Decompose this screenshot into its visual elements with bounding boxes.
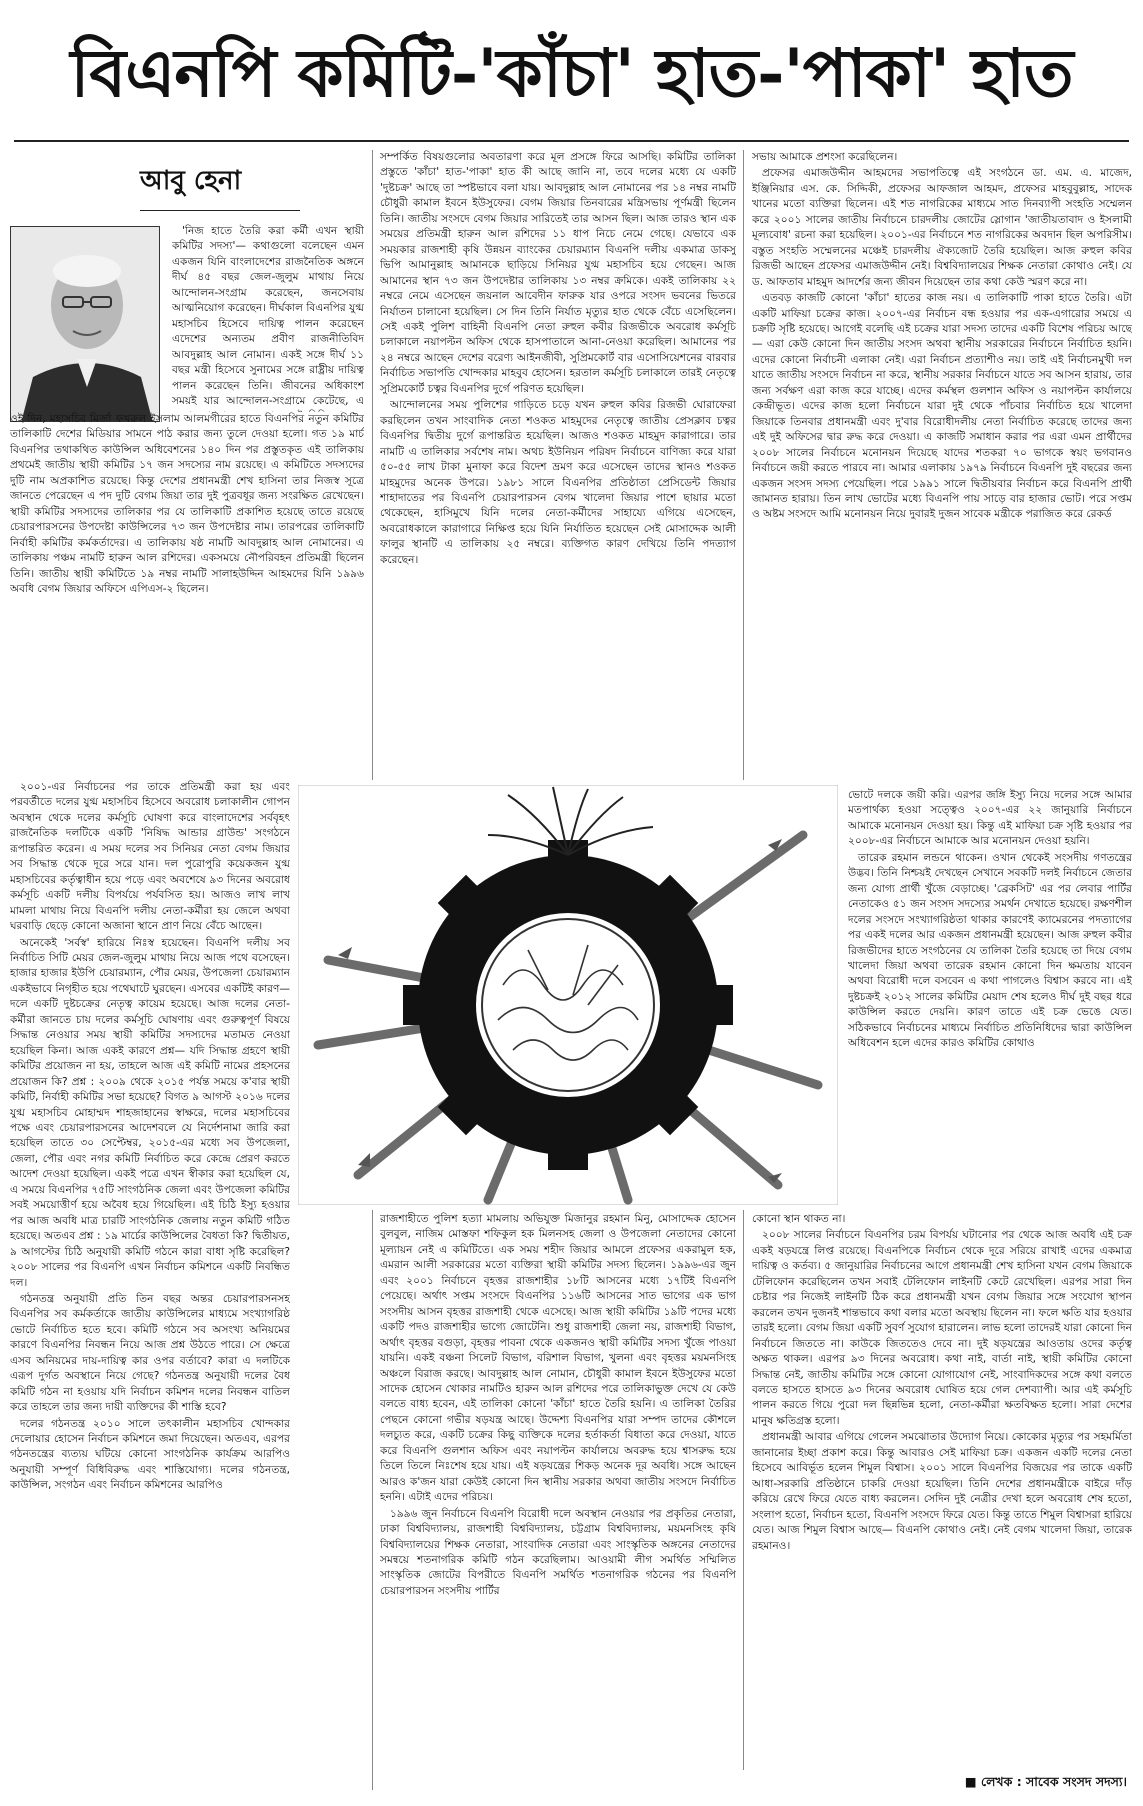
column-divider <box>743 1210 744 1770</box>
paragraph: ওই দিন, মহাসচিব মির্জা ফখরুল ইসলাম আলমগীরের হাতে বিএনপির নতুন কমিটির তালিকাটি দেশের মিডিয়ার সামনে পাঠ করার জন্য তুলে দেওয়া হলো। গত ১৯ মার্চ বিএনপির তথাকথিত কাউন্সিল অধিবেশনের ১৪০ দিন পর প্রস্তুতকৃত এই তালিকায় প্রথমেই জাতীয় স্থায়ী কমিটির ১৭ জন সদস্যের নাম রয়েছে। এ কমিটিতে সদস্যদের দুটি নাম অপ্রকাশিত রয়েছে। কিন্তু দেশের প্রধানমন্ত্রী শেখ হাসিনা তার নিজস্ব সূত্রে জানতে পেরেছেন এ পদ দুটি বেগম জিয়া তার দুই পুত্রবধূর জন্য সংরক্ষিত রেখেছেন। স্থায়ী কমিটির সদস্যদের তালিকার পর যে তালিকাটি প্রকাশিত হয়েছে তাতে রয়েছে চেয়ারপারসনের উপদেষ্টা কাউন্সিলের ৭৩ জন উপদেষ্টার নাম। তারপরের তালিকাটি নির্বাহী কমিটির কর্মকর্তাদের। এ তালিকায় ষষ্ঠ নামটি আবদুল্লাহ আল নোমানের। এ তালিকায় পঞ্চম নামটি হারুন আল রশিদের। একসময়ে নৌপরিবহন প্রতিমন্ত্রী ছিলেন তিনি। জাতীয় স্থায়ী কমিটিতে ১৯ নম্বর নামটি সালাহউদ্দিন আহমদের যিনি ১৯৯৬ অবধি বেগম জিয়ার অফিসে এপিএস-২ ছিলেন। <box>10 413 364 595</box>
column-2-bottom <box>380 1212 736 1792</box>
column-1-top <box>172 224 364 412</box>
author-photo <box>10 226 160 422</box>
paragraph: দলের গঠনতন্ত্র ২০১০ সালে তৎকালীন মহাসচিব খোন্দকার দেলোয়ার হোসেন নির্বাচন কমিশনে জমা দিয়েছেন। অতএব, এরপর গঠনতন্ত্রের ব্যত্যয় ঘটিয়ে কোনো সাংগঠনিক কার্যক্রম আরপিও অনুযায়ী সম্পূর্ণ বিধিবিরুদ্ধ এবং শাস্তিযোগ্য। দলের গঠনতন্ত্র, কাউন্সিল, সংগঠন এবং নির্বাচন কমিশনের আরপিও <box>10 1417 290 1492</box>
author-note: ■ লেখক : সাবেক সংসদ সদস্য। <box>964 1774 1127 1789</box>
paragraph: ২০০৮ সালের নির্বাচনে বিএনপির চরম বিপর্যয় ঘটানোর পর থেকে আজ অবধি এই চক্র একই ষড়যন্ত্রে লিপ্ত রয়েছে। বিএনপিকে নির্বাচন থেকে দূরে সরিয়ে রাখাই এদের একমাত্র দায়িত্ব ও কর্তব্য। ৫ জানুয়ারির নির্বাচনের আগে প্রধানমন্ত্রী শেখ হাসিনা যখন বেগম জিয়াকে টেলিফোন করেছিলেন তখন সবাই টেলিফোন লাইনটি কেটে রেখেছিল। এরপর সারা দিন চেষ্টার পর নিজেই লাইনটি ঠিক করে প্রধানমন্ত্রী যখন বেগম জিয়ার সঙ্গে সংযোগ স্থাপন করলেন তখন দুজনই শান্তভাবে কথা বলার মতো অবস্থায় ছিলেন না। ফলে ক্ষতি যার হওয়ার তারই হলো। বেগম জিয়া একটি সুবর্ণ সুযোগ হারালেন। লাভ হলো তাদেরই যারা কোনো দিন নির্বাচনে জিততে না। কাউকে জিততেও দেবে না। দুই ষড়যন্ত্রের আওতায় ওদের কর্তৃত্ব অক্ষত থাকল। এরপর ৯৩ দিনের অবরোধ। কথা নাই, বার্তা নাই, স্থায়ী কমিটির কোনো সিদ্ধান্ত নেই, জাতীয় কমিটির সঙ্গে কোনো যোগাযোগ নেই, সাংবাদিকদের সঙ্গে কথা বলতে বলতে হাসতে হাসতে ৯৩ দিনের অবরোধ ঘোষিত হয়ে গেল দেশব্যাপী। আর এই কর্মসূচি পালন করতে গিয়ে পুরো দল ছিন্নভিন্ন হলো, নেতা-কর্মীরা ক্ষতবিক্ষত হলো। সারা দেশের মানুষ ক্ষতিগ্রস্ত হলো। <box>752 1229 1132 1427</box>
paragraph: কোনো স্থান থাকত না। <box>752 1213 846 1225</box>
column-3-bottom <box>752 1212 1132 1767</box>
column-divider <box>372 150 373 780</box>
paragraph: তারেক রহমান লন্ডনে থাকেন। ওখান থেকেই সংসদীয় গণতন্ত্রের উদ্ভব। তিনি নিশ্চয়ই দেখছেন সেখানে সবকটি দলই নির্বাচনে জেতার জন্য যোগ্য প্রার্থী খুঁজে বেড়াচ্ছে। 'ব্রেকসিট' এর পর লেবার পার্টির নেতাকেও ৫১ জন সংসদ সদস্যের সমর্থন দেখাতে হয়েছে। রক্ষণশীল দলের সংসদে সংখ্যাগরিষ্ঠতা থাকার কারণেই ক্যামেরনের পদত্যাগের পর একই দলের আর একজন প্রধানমন্ত্রী হয়েছেন। আজ রুহুল কবীর রিজভীদের হাতে সংগঠনের যে তালিকা তৈরি হয়েছে তা দিয়ে বেগম খালেদা জিয়া অথবা তারেক রহমান কোনো দিন ক্ষমতায় যাবেন অথবা বিরোধী দলে বসবেন এ কথা পাগলেও বিশ্বাস করবে না। এই দুষ্টচক্রই ২০১২ সালের কমিটির মেয়াদ শেষ হলেও দীর্ঘ দুই বছর ধরে কাউন্সিল করতে দেয়নি। কারণ তাতে এই চক্র ভেঙে যেত। সঠিকভাবে নির্বাচনের মাধ্যমে নির্বাচিত প্রতিনিধিদের দ্বারা কাউন্সিল অধিবেশন হলে এদের কারও কমিটির কোথাও <box>848 851 1132 1050</box>
paragraph: সভায় আমাকে প্রশংসা করেছিলেন। <box>752 151 898 163</box>
headline: বিএনপি কমিটি-'কাঁচা' হাত-'পাকা' হাত <box>70 34 1073 112</box>
paragraph: সম্পর্কিত বিষয়গুলোর অবতারণা করে মূল প্রসঙ্গে ফিরে আসছি। কমিটির তালিকা প্রস্তুতে 'কাঁচা' হাত-'পাকা' হাত কী আছে জানি না, তবে দলের মধ্যে যে একটি 'দুষ্টচক্র' আছে তা স্পষ্টভাবে বলা যায়। আবদুল্লাহ আল নোমানের পর ১৪ নম্বর নামটি চৌধুরী কামাল ইবনে ইউসুফের। বেগম জিয়ার তিনবারের মন্ত্রিসভায় পূর্ণমন্ত্রী ছিলেন তিনি। জাতীয় সংসদে বেগম জিয়ার সারিতেই তার আসন ছিল। আজ তারও স্থান এক সময়ের প্রতিমন্ত্রী হারুন আল রশিদের ১১ ধাপ নিচে নেমে গেছে। যেভাবে এক সময়কার রাজশাহী কৃষি উন্নয়ন ব্যাংকের চেয়ারম্যান বিএনপি দলীয় একমাত্র ডাকসু ভিপি আমানুল্লাহ আমানকে ছাড়িয়ে সিনিয়র যুগ্ম মহাসচিব হয়ে গেছেন। আজ আমানের স্থান ৭৩ জন উপদেষ্টার তালিকায় ১৩ নম্বর ক্রমিকে। একই তালিকায় ২২ নম্বরে নেমে এসেছেন জয়নাল আবেদীন ফারুক যার ওপরে সংসদ ভবনের ভিতরে নির্যাতন চালানো হয়েছিল। সে দিন তিনি নির্যাত মৃত্যুর হাত থেকে বেঁচে এসেছিলেন। সেই একই পুলিশ বাহিনী বিএনপি নেতা রুহুল কবীর রিজভীকে অবরোধ কর্মসূচি চলাকালে নয়াপল্টন অফিস থেকে হাসপাতালে আনা-নেওয়া করেছিল। আমানের পর ২৪ নম্বরে আছেন দেশের বরেণ্য আইনজীবী, সুপ্রিমকোর্ট বার এসোসিয়েশনের বারবার নির্বাচিত সভাপতি খোন্দকার মাহবুব হোসেন। হরতাল কর্মসূচি চলাকালে তারই নেতৃত্বে সুপ্রিমকোর্ট চত্বর বিএনপির দুর্গে পরিণত হয়েছিল। <box>380 151 736 395</box>
column-divider <box>743 150 744 780</box>
paragraph: রাজশাহীতে পুলিশ হত্যা মামলায় অভিযুক্ত মিজানুর রহমান মিনু, মোসাদ্দেক হোসেন বুলবুল, নাজিম মোস্তফা শফিকুল হক মিলনসহ জেলা ও উপজেলা নেতাদের কোনো মূল্যায়ন নেই এ কমিটিতে। এক সময় শহীদ জিয়ার আমলে প্রফেসর একরামুল হক, এমরান আলী সরকারের মতো ব্যক্তিরা স্থায়ী কমিটির সদস্য ছিলেন। ১৯৯৬-এর জুন এবং ২০০১ নির্বাচনে বৃহত্তর রাজশাহীর ১৮টি আসনের মধ্যে ১৭টিই বিএনপি পেয়েছে। অর্থাৎ সপ্তম সংসদে বিএনপির ১১৬টি আসনের সাত ভাগের এক ভাগ সংসদীয় আসন বৃহত্তর রাজশাহী থেকে এসেছে। আজ স্থায়ী কমিটির ১৯টি পদের মধ্যে একটি পদও রাজশাহীর ভাগ্যে জোটেনি। শুধু রাজশাহী জেলা নয়, রাজশাহী বিভাগ, অর্থাৎ বৃহত্তর বগুড়া, বৃহত্তর পাবনা থেকে একজনও স্থায়ী কমিটির সদস্য খুঁজে পাওয়া যায়নি। একই বঞ্চনা সিলেট বিভাগ, বরিশাল বিভাগ, খুলনা এবং বৃহত্তর ময়মনসিংহ অঞ্চলে বিরাজ করছে। আবদুল্লাহ আল নোমান, চৌধুরী কামাল ইবনে ইউসুফের মতো সাদেক হোসেন খোকার নামটিও হারুন আল রশিদের পরে তালিকাভুক্ত দেখে যে কেউ বলতে বাধ্য হবেন, এই তালিকা কোনো 'কাঁচা' হাতে তৈরি হয়নি। এ তালিকা তৈরির পেছনে কোনো গভীর ষড়যন্ত্র আছে। উদ্দেশ্য বিএনপির যারা সম্পদ তাদের কৌশলে দলচ্যুত করে, একটি চক্রের কিছু ব্যক্তিকে দলের হর্তাকর্তা বিধাতা করে দেওয়া, যাতে করে বিএনপি গুলশান অফিস এবং নয়াপল্টন কার্যালয়ে অবরুদ্ধ হয়ে শ্বাসরুদ্ধ হয়ে তিলে তিলে নিঃশেষ হয়ে যায়। এই ষড়যন্ত্রের শিকড় অনেক দূর অবধি। সঙ্গে আছেন আরও ক'জন যারা কেউই কোনো দিন স্থানীয় সরকার অথবা জাতীয় সংসদে নির্বাচিত হননি। এটাই এদের পরিচয়। <box>380 1213 736 1504</box>
paragraph: ভোটে দলকে জয়ী করি। এরপর জঙ্গি ইস্যু নিয়ে দলের সঙ্গে আমার মতপার্থক্য হওয়া সত্ত্বেও ২০০৭-এর ২২ জানুয়ারি নির্বাচনে আমাকে মনোনয়ন দেওয়া হয়। কিন্তু এই মাফিয়া চক্র সৃষ্টি হওয়ার পর ২০০৮-এর নির্বাচনে আমাকে আর মনোনয়ন দেওয়া হয়নি। <box>848 789 1132 848</box>
author-portrait-icon <box>11 227 160 422</box>
illustration <box>298 785 838 1205</box>
paragraph: ২০০১-এর নির্বাচনের পর তাকে প্রতিমন্ত্রী করা হয় এবং পরবর্তীতে দলের যুগ্ম মহাসচিব হিসেবে অবরোধ চলাকালীন গোপন অবস্থান থেকে দলের কর্মসূচি ঘোষণা করে বাংলাদেশের সর্ববৃহৎ রাজনৈতিক দলটিকে একটি 'নিষিদ্ধ আন্ডার গ্রাউন্ড' সংগঠনে রূপান্তরিত করেন। এ সময় দলের সব সিনিয়র নেতা বেগম জিয়ার সব সিদ্ধান্ত থেকে দূরে সরে যান। দল পুরোপুরি কয়েকজন যুগ্ম মহাসচিবের কর্তৃত্বাধীন হয়ে পড়ে এবং অবশেষে ৯৩ দিনের অবরোধ কর্মসূচি একটি দলীয় বিপর্যয়ে পর্যবসিত হয়। আজও লাখ লাখ মামলা মাথায় নিয়ে বিএনপি দলীয় নেতা-কর্মীরা হয় জেলে অথবা ঘরবাড়ি ছেড়ে কোনো অজানা স্থানে প্রাণ নিয়ে বেঁচে আছেন। <box>10 781 290 933</box>
paragraph: গঠনতন্ত্র অনুযায়ী প্রতি তিন বছর অন্তর চেয়ারপারসনসহ বিএনপির সব কর্মকর্তাকে জাতীয় কাউন্সিলের মাধ্যমে সংখ্যাগরিষ্ঠ ভোটে নির্বাচিত হতে হবে। কমিটি গঠনে সব অসংখ্য অনিয়মের কারণে বিএনপির নিবন্ধন নিয়ে আজ প্রশ্ন উঠতে পারে। সে ক্ষেত্রে এসব অনিয়মের দায়-দায়িত্ব কার ওপর বর্তাবে? কারা এ দলটিকে এরূপ দুর্গত অবস্থানে নিয়ে গেছে? গঠনতন্ত্র অনুযায়ী দলের বৈধ কমিটি গঠন না হওয়ায় যদি নির্বাচন কমিশন দলের নিবন্ধন বাতিল করে তাহলে তার জন্য দায়ী ব্যক্তিদের কী শাস্তি হবে? <box>10 1292 290 1414</box>
paragraph: অনেকেই 'সর্বস্ব' হারিয়ে নিঃস্ব হয়েছেন। বিএনপি দলীয় সব নির্বাচিত সিটি মেয়র জেল-জুলুম মাথায় নিয়ে আজ পথে বসেছেন। হাজার হাজার ইউপি চেয়ারম্যান, পৌর মেয়র, উপজেলা চেয়ারম্যান একইভাবে নিগৃহীত হয়ে পথেঘাটে ঘুরছেন। এসবের একটিই কারণ— দলে একটি দুষ্টচক্রের নেতৃত্ব কায়েম হয়েছে। আজ দলের নেতা-কর্মীরা জানতে চায় দলের কর্মসূচি ঘোষণায় এবং গুরুত্বপূর্ণ বিষয়ে সিদ্ধান্ত নেওয়ার সময় স্থায়ী কমিটির সদস্যদের মতামত নেওয়া হয়েছিল কিনা। আজ একই কারণে প্রশ্ন— যদি সিদ্ধান্ত গ্রহণে স্থায়ী কমিটির প্রয়োজন না হয়, তাহলে আজ এই কমিটি নামের প্রহসনের প্রয়োজন কি? প্রশ্ন : ২০০৯ থেকে ২০১৫ পর্যন্ত সময়ে ক'বার স্থায়ী কমিটি, নির্বাহী কমিটির সভা হয়েছে? বিগত ৯ আগস্ট ২০১৬ দলের যুগ্ম মহাসচিব মোহাম্মদ শাহজাহানের স্বাক্ষরে, দলের মহাসচিবের পক্ষে এবং চেয়ারপারসনের আদেশবলে যে নির্দেশনামা জারি করা হয়েছিল তাতে ৩০ সেপ্টেম্বর, ২০১৫-এর মধ্যে সব উপজেলা, জেলা, পৌর এবং নগর কমিটি নির্বাচিত করে কেন্দ্রে প্রেরণ করতে আদেশ দেওয়া হয়েছিল। একই পত্রে এখন স্বীকার করা হয়েছিল যে, এ সময়ে বিএনপির ৭৫টি সাংগঠনিক জেলা এবং উপজেলা কমিটির সবই সময়োত্তীর্ণ হয়ে অবৈধ হয়ে গিয়েছিল। এই চিঠি ইস্যু হওয়ার পর আজ অবধি মাত্র চারটি সাংগঠনিক জেলায় নতুন কমিটি গঠিত হয়েছে। অতএব প্রশ্ন : ১৯ মার্চের কাউন্সিলের বৈধতা কি? দ্বিতীয়ত, ৯ আগস্টের চিঠি অনুযায়ী কমিটি গঠনে কারা বাধা সৃষ্টি করেছিল? ২০০৮ সালের পর বিএনপি এখন নির্বাচন কমিশনে একটি নিবন্ধিত দল। <box>10 936 290 1289</box>
headline-rule <box>14 140 1129 142</box>
column-3-top <box>752 150 1132 780</box>
paragraph: প্রফেসর এমাজউদ্দীন আহমদের সভাপতিত্বে এই সংগঠনে ডা. এম. এ. মাজেদ, ইঞ্জিনিয়ার এস. কে. সিদ্দিকী, প্রফেসর আফজাল আহমদ, প্রফেসর মাহবুবুল্লাহ, সাদেক খানের মতো ব্যক্তিরা ছিলেন। এই শত নাগরিকের মাধ্যমে সাত দিনব্যাপী সংহতি সম্মেলন করে ২০০১ সালের জাতীয় নির্বাচনে চারদলীয় জোটের স্লোগান 'জাতীয়তাবাদ ও ইসলামী মূল্যবোধ' রচনা করা হয়েছিল। ২০০১-এর নির্বাচনে শত নাগরিকের অবদান ছিল অপরিসীম। বস্তুত সংহতি সম্মেলনের মঞ্চেই চারদলীয় ঐক্যজোট তৈরি হয়েছিল। আজ রুহুল কবির রিজভী আছেন প্রফেসর এমাজউদ্দীন নেই। বিশ্ববিদ্যালয়ের শিক্ষক নেতারা কোথাও নেই। যে ড. আফতাব মাহমুদ আদর্শের জন্য জীবন দিয়েছেন তার কথা কেউ স্মরণ করে না। <box>752 167 1132 288</box>
paragraph: আন্দোলনের সময় পুলিশের গাড়িতে চড়ে যখন রুহুল কবির রিজভী ঘোরাফেরা করছিলেন তখন সাংবাদিক নেতা শওকত মাহমুদের নেতৃত্বে জাতীয় প্রেসক্লাব চত্বর বিএনপির দ্বিতীয় দুর্গে রূপান্তরিত হয়েছিল। আজও শওকত মাহমুদ কারাগারে। তার নামটি এ তালিকার সর্বশেষ নাম। অথচ ইউনিয়ন পরিষদ নির্বাচনে বাণিজ্য করে যারা ৫০-৫৫ লাখ টাকা মুনাফা করে বিদেশ ভ্রমণ করে এসেছেন তাদের স্থানও শওকত মাহমুদের অনেক উপরে। ১৯৮১ সালে বিএনপির প্রতিষ্ঠাতা প্রেসিডেন্ট জিয়ার শাহাদাতের পর বিএনপি চেয়ারপারসন বেগম খালেদা জিয়ার পাশে ছায়ার মতো থেকেছেন, হাসিমুখে যিনি দলের নেতা-কর্মীদের সাহায্যে এগিয়ে এসেছেন, অবরোধকালে কারাগারে নিক্ষিপ্ত হয়ে যিনি নির্যাতিত হয়েছেন সেই মোসাদ্দেক আলী ফালুর স্থানটি এ তালিকায় ২৫ নম্বরে। ব্যক্তিগত কারণ দেখিয়ে তিনি পদত্যাগ করেছেন। <box>380 399 736 566</box>
paragraph: ১৯৯৬ জুন নির্বাচনে বিএনপি বিরোধী দলে অবস্থান নেওয়ার পর প্রকৃতির নেতারা, ঢাকা বিশ্ববিদ্যালয়, রাজশাহী বিশ্ববিদ্যালয়, চট্টগ্রাম বিশ্ববিদ্যালয়, ময়মনসিংহ কৃষি বিশ্ববিদ্যালয়ের শিক্ষক নেতারা, সাংবাদিক নেতারা এবং সাংস্কৃতিক অঙ্গনের নেতাদের সমন্বয়ে শতনাগরিক কমিটি গঠন করেছিলাম। আওয়ামী লীগ সমর্থিত সম্মিলিত সাংস্কৃতিক জোটের বিপরীতে বিএনপি সমর্থিত শতনাগরিক গঠনের পর বিএনপি চেয়ারপারসন সংসদীয় পার্টির <box>380 1507 736 1597</box>
column-1-bottom <box>10 780 290 1790</box>
byline: আবু হেনা <box>140 160 300 211</box>
gear-bamboo-illustration-icon <box>298 785 838 1205</box>
paragraph: এতবড় কাজটি কোনো 'কাঁচা' হাতের কাজ নয়। এ তালিকাটি পাকা হাতে তৈরি। এটা একটি মাফিয়া চক্রের কাজ। ২০০৭-এর নির্বাচন বন্ধ হওয়ার পর এক-এগারোর সময়ে এ চক্রটি সৃষ্টি হয়েছে। আগেই বলেছি এই চক্রের যারা সদস্য তাদের একটি বিশেষ পরিচয় আছে— এরা কেউ কোনো দিন জাতীয় সংসদ অথবা স্থানীয় সরকারের নির্বাচনে নির্বাচিত হয়নি। এদের কোনো নির্বাচনী এলাকা নেই। এরা নির্বাচন প্রত্যাশীও নয়। তাই এই নির্বাচনমুখী দল যাতে জাতীয় সংসদে নির্বাচন না করে, স্থানীয় সরকার নির্বাচনে যাতে সব আসন হারায়, তার জন্য সর্বক্ষণ এরা কাজ করে যাচ্ছে। এদের কর্মস্থল গুলশান অফিস ও নয়াপল্টন কার্যালয়ে কেন্দ্রীভূত। এদের কাজ হলো নির্বাচনে যারা দুই থেকে পাঁচবার নির্বাচিত হয়ে খালেদা জিয়াকে তিনবার প্রধানমন্ত্রী এবং দু'বার বিরোধীদলীয় নেতা নির্বাচিত করেছে তাদের জন্য এই দুই অফিসের দ্বার রুদ্ধ করে দেওয়া। এ কাজটি সমাধান করার পর এরা এমন প্রার্থীদের ২০০৮ সালের নির্বাচনে মনোনয়ন দিয়েছে যাদের শতকরা ৭০ ভাগকে স্বয়ং ভগবানও নির্বাচনে জয়ী করতে পারবে না। আমার এলাকায় ১৯৭৯ নির্বাচনে বিএনপি দুই বছরের জন্য একজন সংসদ সদস্য পেয়েছিল। পরে ১৯৯১ সালে দ্বিতীয়বার নির্বাচন করে বিএনপি প্রার্থী জামানত হারায়। তিন লাখ ভোটের মধ্যে বিএনপি পায় সাড়ে বার হাজার ভোট। পরে সপ্তম ও অষ্টম সংসদে আমি মনোনয়ন নিয়ে দুবারই দুজন সাবেক মন্ত্রীকে পরাজিত করে রেকর্ড <box>752 292 1132 521</box>
column-3-mid <box>848 788 1132 1180</box>
column-divider <box>372 1210 373 1790</box>
paragraph: 'নিজ হাতে তৈরি করা কর্মী এখন স্থায়ী কমিটির সদস্য'— কথাগুলো বলেছেন এমন একজন যিনি বাংলাদেশের রাজনৈতিক অঙ্গনে দীর্ঘ ৪৫ বছর জেল-জুলুম মাথায় নিয়ে আন্দোলন-সংগ্রাম করেছেন, জনসেবায় আত্মনিয়োগ করেছেন। দীর্ঘকাল বিএনপির যুগ্ম মহাসচিব হিসেবে দায়িত্ব পালন করেছেন এদেশের অন্যতম প্রবীণ রাজনীতিবিদ আবদুল্লাহ আল নোমান। একই সঙ্গে দীর্ঘ ১১ বছর মন্ত্রী হিসেবে সুনামের সঙ্গে রাষ্ট্রীয় দায়িত্ব পালন করেছেন তিনি। জীবনের অধিকাংশ সময়ই যার আন্দোলন-সংগ্রামে কেটেছে, এ <box>172 225 364 407</box>
column-1-continued <box>10 412 364 780</box>
paragraph: প্রধানমন্ত্রী আবার এগিয়ে গেলেন সমঝোতার উদ্যোগ নিয়ে। কোকোর মৃত্যুর পর সহমর্মিতা জানানোর ইচ্ছা প্রকাশ করে। কিন্তু আবারও সেই মাফিয়া চক্র। একজন একটি দলের নেতা হিসেবে আবির্ভূত হলেন শিমুল বিশ্বাস। ২০০১ সালে বিএনপির বিজয়ের পর তাকে একটি আধা-সরকারি প্রতিষ্ঠানে চাকরি দেওয়া হয়েছিল। তিনি দেশের প্রধানমন্ত্রীকে বাইরে দাঁড় করিয়ে রেখে ফিরে যেতে বাধ্য করলেন। সেদিন দুই নেত্রীর দেখা হলে অবরোধ শেষ হতো, সংলাপ হতো, নির্বাচন হতো, বিএনপি সংসদে ফিরে যেত। কিন্তু তাতে শিমুল বিশ্বাসরা হারিয়ে যেত। আজ শিমুল বিশ্বাস আছে— বিএনপি কোথাও নেই। নেই বেগম খালেদা জিয়া, তারেক রহমানও। <box>752 1431 1132 1552</box>
column-2-top <box>380 150 736 780</box>
